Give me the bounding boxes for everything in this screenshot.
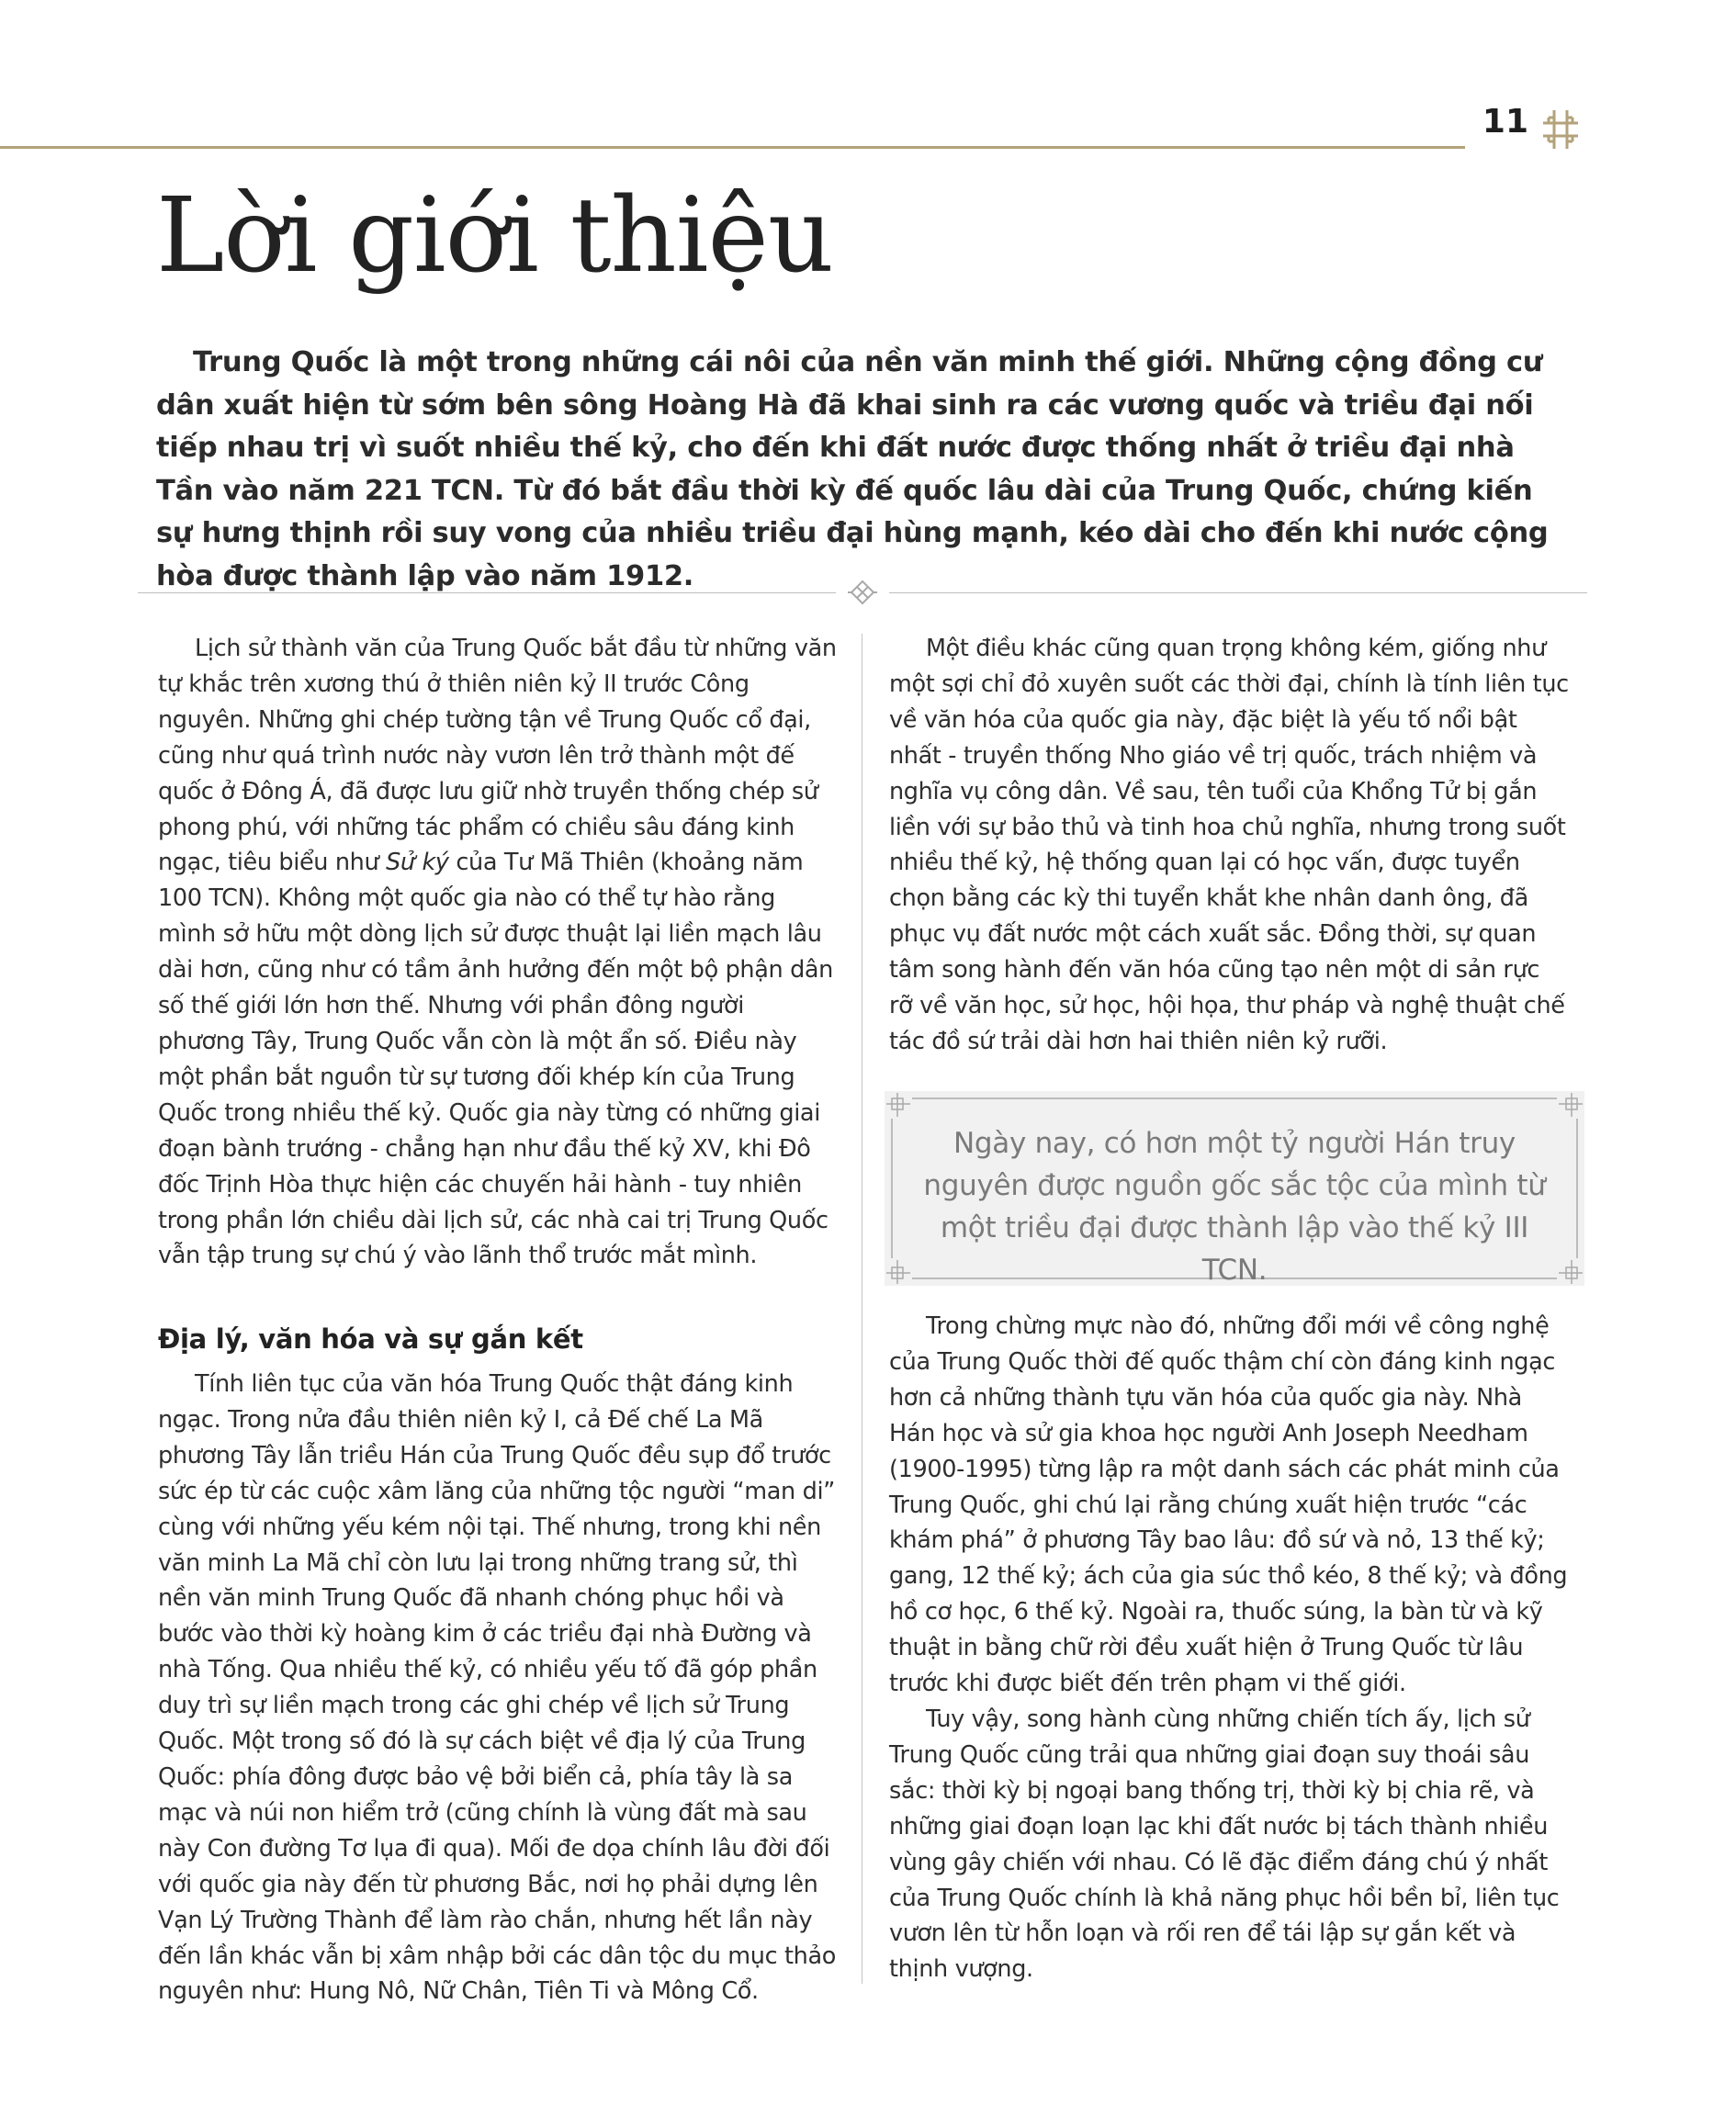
lede-paragraph: [156, 342, 1561, 598]
knot-ornament-icon: [847, 579, 878, 606]
body-paragraph: [158, 631, 838, 1274]
divider-line-left: [138, 592, 836, 593]
section-heading: Địa lý, văn hóa và sự gắn kết: [158, 1323, 583, 1355]
left-column-section: [158, 1367, 838, 2009]
divider-line-right: [889, 592, 1587, 593]
book-title-italic: Sử ký: [386, 849, 449, 877]
body-paragraph: Trong chừng mực nào đó, những đổi mới về công nghệ của Trung Quốc thời đế quốc thậm chí còn đáng kinh ngạc hơn cả những thành tựu văn hóa của quốc gia này. Nhà Hán học và sử gia khoa học người Anh Joseph Needham (1900-1995) từng lập ra một danh sách các phát minh của Trung Quốc, ghi chú lại rằng chúng xuất hiện trước “các khám phá” ở phương Tây bao lâu: đồ sứ và nỏ, 13 thế kỷ; gang, 12 thế kỷ; ách của gia súc thồ kéo, 8 thế kỷ; và đồng hồ cơ học, 6 thế kỷ. Ngoài ra, thuốc súng, la bàn từ và kỹ thuật in bằng chữ rời đều xuất hiện ở Trung Quốc từ lâu trước khi được biết đến trên phạm vi thế giới.: [889, 1312, 1568, 1698]
right-column-bottom: [889, 1309, 1569, 1987]
lede-text: Trung Quốc là một trong những cái nôi của nền văn minh thế giới. Những cộng đồng cư dân xuất hiện từ sớm bên sông Hoàng Hà đã khai sinh ra các vương quốc và triều đại nối tiếp nhau trị vì suốt nhiều thế kỷ, cho đến khi đất nước được thống nhất ở triều đại nhà Tần vào năm 221 TCN. Từ đó bắt đầu thời kỳ đế quốc lâu dài của Trung Quốc, chứng kiến sự hưng thịnh rồi suy vong của nhiều triều đại hùng mạnh, kéo dài cho đến khi nước cộng hòa được thành lập vào năm 1912.: [156, 346, 1549, 592]
body-paragraph: Tuy vậy, song hành cùng những chiến tích ấy, lịch sử Trung Quốc cũng trải qua những giai đoạn suy thoái sâu sắc: thời kỳ bị ngoại bang thống trị, thời kỳ bị chia rẽ, và những giai đoạn loạn lạc khi đất nước bị tách thành nhiều vùng gây chiến với nhau. Có lẽ đặc điểm đáng chú ý nhất của Trung Quốc chính là khả năng phục hồi bền bỉ, liên tục vươn lên từ hỗn loạn và rối ren để tái lập sự gắn kết và thịnh vượng.: [889, 1705, 1560, 1984]
body-paragraph: Tính liên tục của văn hóa Trung Quốc thật đáng kinh ngạc. Trong nửa đầu thiên niên kỷ I, cả Đế chế La Mã phương Tây lẫn triều Hán của Trung Quốc đều sụp đổ trước sức ép từ các cuộc xâm lăng của những tộc người “man di” cùng với những yếu kém nội tại. Thế nhưng, trong khi nền văn minh La Mã chỉ còn lưu lại trong những trang sử, thì nền văn minh Trung Quốc đã nhanh chóng phục hồi và bước vào thời kỳ hoàng kim ở các triều đại nhà Đường và nhà Tống. Qua nhiều thế kỷ, có nhiều yếu tố đã góp phần duy trì sự liền mạch trong các ghi chép về lịch sử Trung Quốc. Một trong số đó là sự cách biệt về địa lý của Trung Quốc: phía đông được bảo vệ bởi biển cả, phía tây là sa mạc và núi non hiểm trở (cũng chính là vùng đất mà sau này Con đường Tơ lụa đi qua). Mối đe dọa chính lâu đời đối với quốc gia này đến từ phương Bắc, nơi họ phải dựng lên Vạn Lý Trường Thành để làm rào chắn, nhưng hết lần này đến lần khác vẫn bị xâm nhập bởi các dân tộc du mục thảo nguyên như: Hung Nô, Nữ Chân, Tiên Ti và Mông Cổ.: [158, 1370, 836, 2006]
chinese-knot-icon: [1541, 108, 1580, 151]
page-number: 11: [1482, 103, 1528, 141]
pull-quote-text: Ngày nay, có hơn một tỷ người Hán truy nguyên được nguồn gốc sắc tộc của mình từ một triều đại được thành lập vào thế kỷ III TCN.: [923, 1127, 1546, 1287]
pull-quote-box: [885, 1091, 1584, 1286]
left-column-intro: [158, 631, 838, 1274]
body-paragraph: Một điều khác cũng quan trọng không kém, giống như một sợi chỉ đỏ xuyên suốt các thời đại, chính là tính liên tục về văn hóa của quốc gia này, đặc biệt là yếu tố nổi bật nhất - truyền thống Nho giáo về trị quốc, trách nhiệm và nghĩa vụ công dân. Về sau, tên tuổi của Khổng Tử bị gắn liền với sự bảo thủ và tinh hoa chủ nghĩa, nhưng trong suốt nhiều thế kỷ, hệ thống quan lại có học vấn, được tuyển chọn bằng các kỳ thi tuyển khắt khe nhân danh ông, đã phục vụ đất nước một cách xuất sắc. Đồng thời, sự quan tâm song hành đến văn hóa cũng tạo nên một di sản rực rỡ về văn học, sử học, hội họa, thư pháp và nghệ thuật chế tác đồ sứ trải dài hơn hai thiên niên kỷ rưỡi.: [889, 635, 1569, 1055]
right-column-top: [889, 631, 1569, 1060]
chapter-title: Lời giới thiệu: [156, 176, 833, 296]
ornamental-divider: [138, 579, 1587, 606]
paragraph-text: Lịch sử thành văn của Trung Quốc bắt đầu từ những văn tự khắc trên xương thú ở thiên niên kỷ II trước Công nguyên. Những ghi chép tường tận về Trung Quốc cổ đại, cũng như quá trình nước này vươn lên trở thành một đế quốc ở Đông Á, đã được lưu giữ nhờ truyền thống chép sử phong phú, với những tác phẩm có chiều sâu đáng kinh ngạc, tiêu biểu như: [158, 635, 837, 877]
header-rule: [0, 146, 1465, 149]
paragraph-text: của Tư Mã Thiên (khoảng năm 100 TCN). Không một quốc gia nào có thể tự hào rằng mình sở hữu một dòng lịch sử được thuật lại liền mạch lâu dài hơn, cũng như có tầm ảnh hưởng đến một bộ phận dân số thế giới lớn hơn thế. Nhưng với phần đông người phương Tây, Trung Quốc vẫn còn là một ẩn số. Điều này một phần bắt nguồn từ sự tương đối khép kín của Trung Quốc trong nhiều thế kỷ. Quốc gia này từng có những giai đoạn bành trướng - chẳng hạn như đầu thế kỷ XV, khi Đô đốc Trịnh Hòa thực hiện các chuyến hải hành - tuy nhiên trong phần lớn chiều dài lịch sử, các nhà cai trị Trung Quốc vẫn tập trung sự chú ý vào lãnh thổ trước mắt mình.: [158, 849, 833, 1270]
